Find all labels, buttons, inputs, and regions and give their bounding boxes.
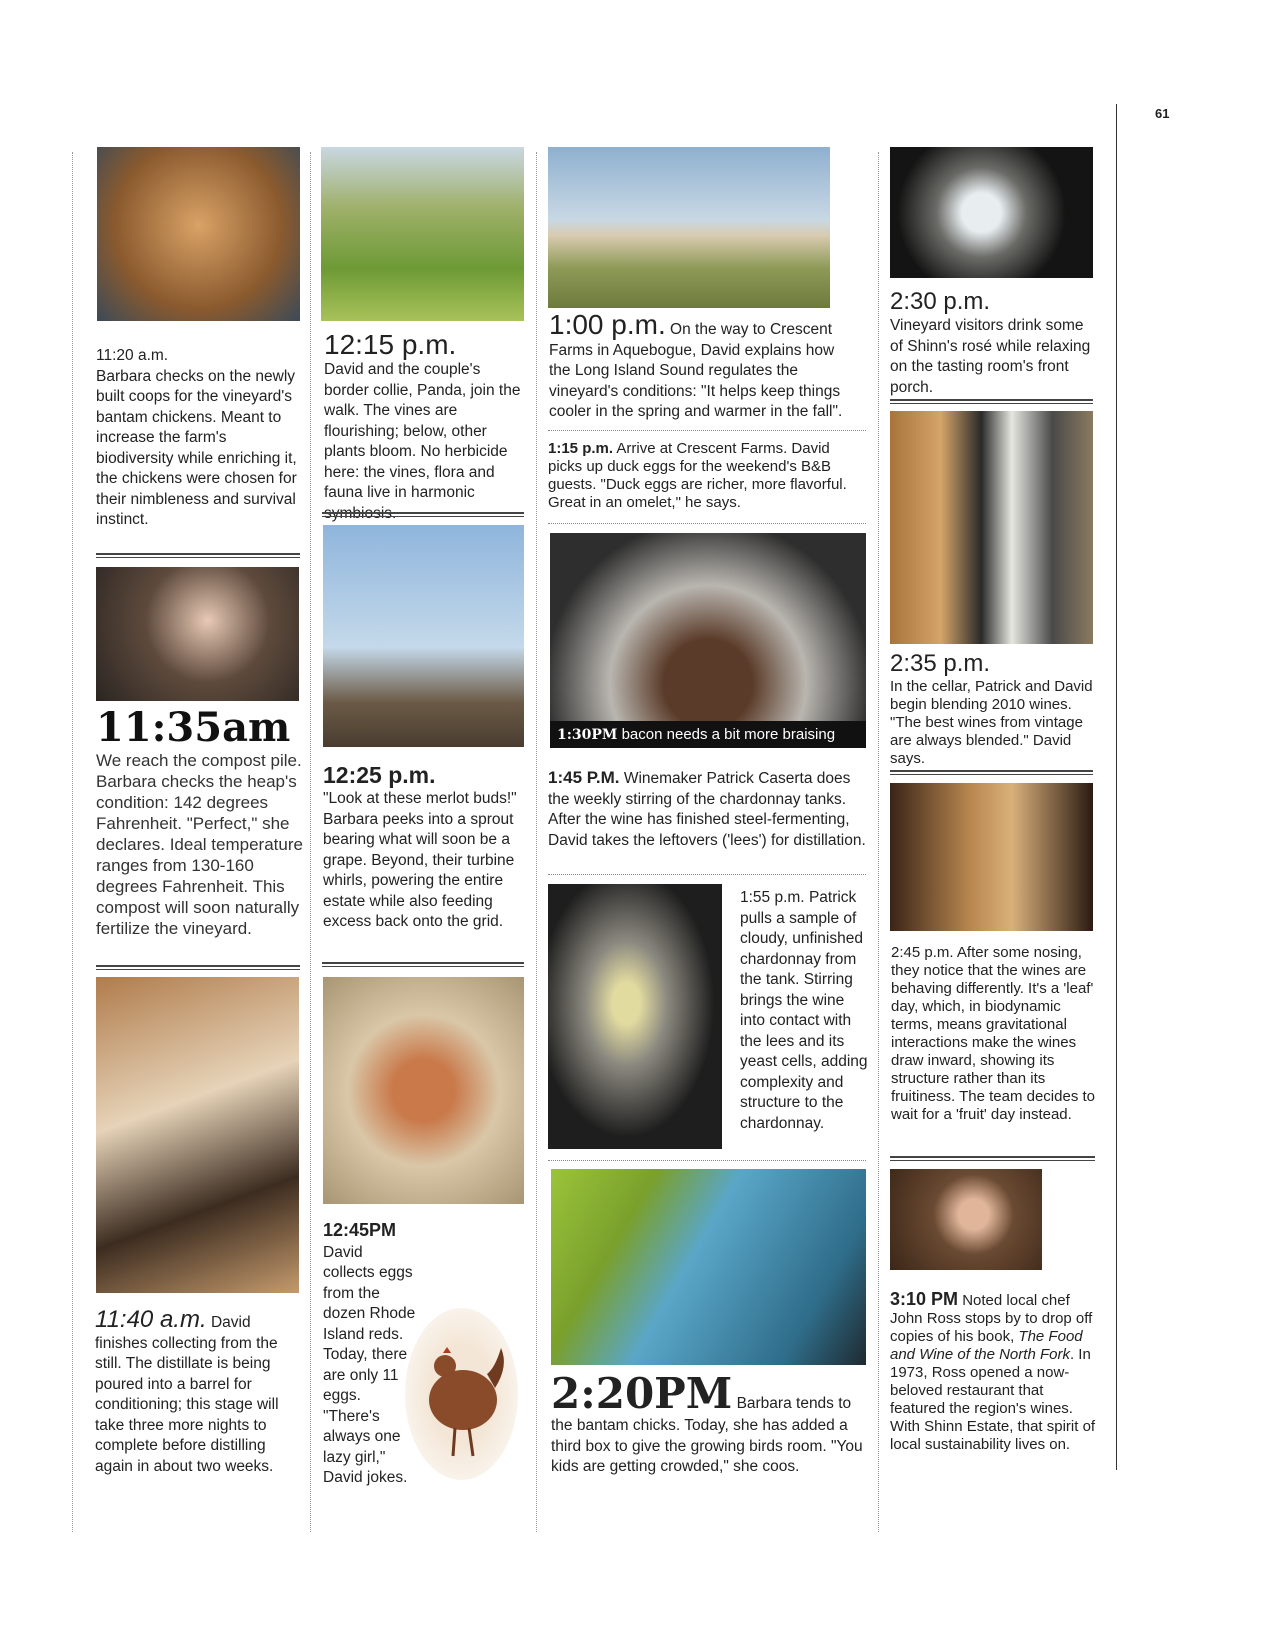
photo-wine-blending — [890, 783, 1093, 931]
photo-chickens — [97, 147, 300, 321]
time: 1:45 P.M. — [548, 768, 620, 787]
entry-text: Barbara checks on the newly built coops for the vineyard's bantam chickens. Meant to increase the farm's biodiversity while enriching it, the chickens were chosen for their nimbleness and survival instinct. — [96, 367, 297, 528]
entry-235 — [890, 650, 1095, 768]
double-rule — [96, 965, 300, 970]
dotted-rule — [548, 874, 866, 875]
page-edge-rule — [1116, 104, 1117, 1470]
double-rule — [890, 399, 1093, 404]
photo-eggs — [323, 977, 524, 1204]
entry-text: . In 1973, Ross opened a now-beloved restaurant that featured the region's wines. With Shinn Estate, that spirit of local sustainability lives on. — [890, 1346, 1096, 1453]
entry-1225 — [323, 761, 528, 933]
time: 2:20PM — [551, 1369, 733, 1418]
time: 12:25 p.m. — [323, 762, 436, 788]
dotted-rule — [548, 523, 866, 524]
photo-cellar-dog — [890, 411, 1093, 644]
photo-chicks-box — [551, 1169, 866, 1365]
photo-still — [96, 977, 299, 1293]
entry-100 — [549, 310, 859, 423]
photo-wine-glass — [548, 884, 722, 1149]
hen-icon — [405, 1308, 518, 1480]
time: 2:35 p.m. — [890, 650, 991, 677]
entry-text: In the cellar, Patrick and David begin blending 2010 wines. "The best wines from vintage are always blended." David says. — [890, 678, 1093, 767]
time: 1:55 p.m. — [740, 889, 805, 906]
time: 2:30 p.m. — [890, 288, 991, 315]
entry-text: Vineyard visitors drink some of Shinn's rosé while relaxing on the tasting room's front porch. — [890, 317, 1091, 396]
column-divider — [536, 152, 537, 1532]
double-rule — [96, 553, 300, 558]
time: 3:10 PM — [890, 1289, 959, 1309]
photo-dog-vineyard — [321, 147, 524, 321]
entry-text: Noted local chef John Ross stops by to drop off copies of his book, — [890, 1292, 1093, 1345]
column-divider — [878, 152, 879, 1532]
dotted-rule — [548, 430, 866, 431]
entry-230 — [890, 288, 1095, 398]
page-number: 61 — [1155, 106, 1170, 121]
caption-time: 1:30PM — [557, 727, 618, 743]
entry-text: David and the couple's border collie, Panda, join the walk. The vines are flourishing; below, other plants bloom. No herbicide here: the vines, flora and fauna live in harmonic symbiosis. — [324, 361, 521, 522]
caption-text: bacon needs a bit more braising — [621, 726, 836, 743]
entry-text: On the way to Crescent Farms in Aquebogue, David explains how the Long Island Sound regulates the vineyard's conditions: "It helps keep things cooler in the spring and warmer in the fall". — [549, 321, 843, 420]
entry-text: Patrick pulls a sample of cloudy, unfinished chardonnay from the tank. Stirring brings the wine into contact with the lees and its yeast cells, adding complexity and structure to the chardonnay. — [740, 889, 868, 1132]
time: 1:00 p.m. — [549, 309, 666, 340]
entry-text: "Look at these merlot buds!" Barbara peeks into a sprout bearing what will soon be a grape. Beyond, their turbine whirls, powering the entire estate while also feeding excess back onto the grid. — [323, 790, 517, 930]
entry-1215 — [324, 330, 529, 524]
book-title: The Food and Wine of the North Fork — [890, 1328, 1083, 1363]
entry-1140 — [95, 1306, 305, 1477]
double-rule — [890, 1156, 1095, 1161]
entry-155 — [740, 888, 868, 1134]
column-divider — [72, 152, 73, 1532]
entry-text: Winemaker Patrick Caserta does the weekly stirring of the chardonnay tanks. After the wine has finished steel-fermenting, David takes the leftovers ('lees') for distillation. — [548, 770, 866, 849]
time: 12:15 p.m. — [324, 329, 457, 360]
entry-text: After some nosing, they notice that the wines are behaving differently. It's a 'leaf' day, which, in biodynamic terms, means gravitational interactions make the wines draw inward, showing its structure rather than its fruitiness. The team decides to wait for a 'fruit' day instead. — [891, 944, 1095, 1123]
dotted-rule — [548, 1160, 866, 1161]
entry-text: We reach the compost pile. Barbara checks the heap's condition: 142 degrees Fahrenheit. "Perfect," she declares. Ideal temperature ranges from 130-160 degrees Fahrenheit. This compost will soon naturally fertilize the vineyard. — [96, 751, 303, 938]
entry-text: David finishes collecting from the still. The distillate is being poured into a barrel for conditioning; this stage will take three more nights to complete before distilling again in about two weeks. — [95, 1314, 279, 1475]
time: 1:15 p.m. — [548, 440, 614, 457]
entry-text: David collects eggs from the dozen Rhode Island reds. Today, there are only 11 eggs. "There's always one lazy girl," David jokes. — [323, 1243, 416, 1486]
time: 2:45 p.m. — [891, 944, 954, 961]
photo-caption — [550, 721, 866, 748]
double-rule — [322, 512, 524, 517]
entry-text: Arrive at Crescent Farms. David picks up duck eggs for the weekend's B&B guests. "Duck eggs are richer, more flavorful. Great in an omelet," he says. — [548, 440, 847, 511]
double-rule — [890, 770, 1093, 775]
column-divider — [310, 152, 311, 1532]
entry-1120 — [96, 346, 301, 531]
photo-bacon-pan — [550, 533, 866, 748]
entry-145 — [548, 768, 866, 851]
photo-compost — [96, 567, 299, 701]
double-rule — [322, 962, 524, 967]
entry-310 — [890, 1290, 1100, 1454]
photo-merlot-buds — [323, 525, 524, 747]
photo-john-ross — [890, 1169, 1042, 1270]
entry-115 — [548, 440, 864, 512]
entry-220 — [551, 1369, 866, 1478]
time: 11:20 a.m. — [96, 347, 169, 364]
time: 11:40 a.m. — [95, 1306, 207, 1333]
photo-porch-window — [890, 147, 1093, 278]
entry-text: Barbara tends to the bantam chicks. Today, she has added a third box to give the growing birds room. "You kids are getting crowded," she coos. — [551, 1395, 863, 1475]
entry-245 — [891, 944, 1101, 1124]
time: 12:45PM — [323, 1220, 397, 1240]
hen-illustration — [405, 1308, 518, 1480]
time-1135: 11:35am — [96, 704, 291, 751]
photo-beach-grass — [548, 147, 830, 308]
